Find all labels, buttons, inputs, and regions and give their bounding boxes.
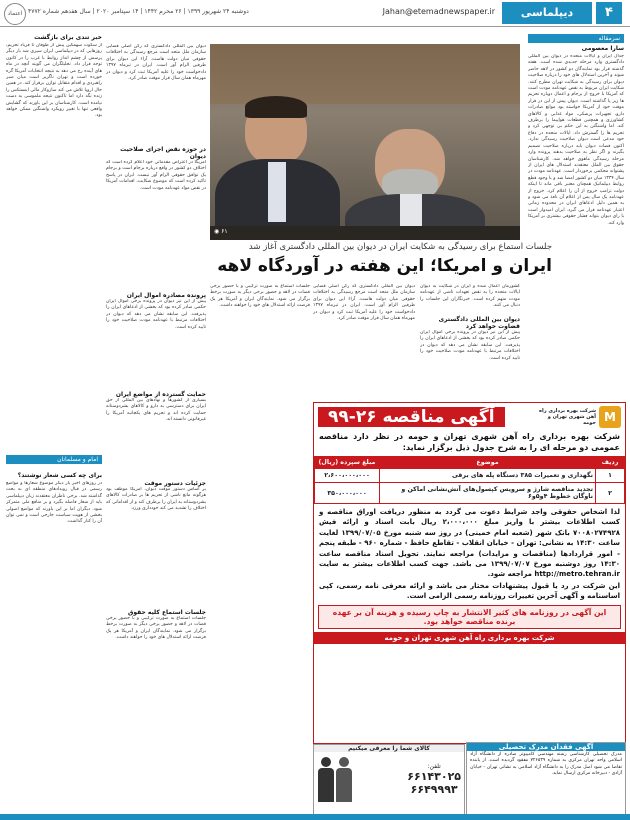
background-paneling [210,44,520,104]
table-row [315,469,625,483]
article-subhead-3: پرونده مصادره اموال ایران [126,292,206,299]
article-subhead-6: جلسات استماع کلیه حقوق [127,609,206,616]
table-row [315,483,625,504]
lost-document-notice [466,742,626,816]
article-subhead-5: جزئیات دستور موقت [144,480,206,487]
article-subhead-4: حمایت گسترده از مواضع ایران [115,391,206,398]
article-subhead-1: دیوان بین المللی دادگستری قضاوت خواهد کرد [438,316,520,330]
subheadline: جلسات استماع برای رسیدگی به شکایت ایران در دیوان بین المللی دادگستری آغاز شد [248,242,552,252]
metro-logo-icon: M [599,406,621,428]
article-column-a [420,284,520,408]
photo-marker: ◉ ۶۱ [214,228,228,235]
article-subhead-2: در حوزه نقض اجرای صلاحیت دیوان [120,146,206,160]
ad-intro: شرکت بهره برداری راه آهن شهری تهران و حومه در نظر دارد مناقصه عمومی دو مرحله ای را به شرح جدول ذیل برگزار نماید: [319,432,620,452]
ad-body: لذا اشخاص حقوقی واجد شرایط دعوت می گردد به منظور دریافت اوراق مناقصه و کسب اطلاعات بیشتر با واریز مبلغ ۲،۰۰۰،۰۰۰ ریال بابت اسناد و ارائه فیش ۷۰۰۸۰۲۷۴۹۲۸ بانک شهر (شعبه امام خمینی) در روز سه شنبه مورخ ۱۳۹۹/۰۷/۰۵ لغایت ساعت ۱۴:۳۰ به نشانی: تهران - خیابان انقلاب - تقاطع حافظ - شماره ۹۶۰ - طبقه پنجم - امور قراردادها (مناقصات و مزایدات) مراجعه نمایند. تحویل اسناد مناقصه ساعت ۱۴:۳۰ روز دوشنبه مورخ ۱۳۹۹/۰۷/۰۷ می باشد. جهت کسب اطلاعات بیشتر به سایت http://metro.tehran.ir مراجعه شود. [319,508,621,579]
advert-phone-label: تلفن: [427,762,441,770]
dateline: دوشنبه ۲۴ شهریور ۱۳۹۹ | ۲۶ محرم ۱۴۴۲ | ۱۴ سپتامبر ۲۰۲۰ | سال هفدهم شماره ۴۷۷۲ [28,8,249,15]
advertising-box [313,744,465,816]
article-body-3: پیش از این نیز دیوان در پرونده برخی اموال ایران حکمی صادر کرده بود که بخشی از ادعاهای ایران را پذیرفت. این سابقه نشان می دهد که دیوان در اختلافات مرتبط با عهدنامه مودت صلاحیت خود را تایید کرده است. [106,299,206,330]
article-body-col-a: پیش از این نیز دیوان در پرونده برخی اموال ایران حکمی صادر کرده بود که بخشی از ادعاهای ایران را پذیرفت. این سابقه نشان می دهد که دیوان در اختلافات مرتبط با عهدنامه مودت صلاحیت خود را تایید کرده است. [420,330,520,361]
article-lead: کشورمان اعمال شده و ایران در شکایت به دیوان ایالات متحده را به نقض تعهدات ناشی از عهدنامه مودت متهم کرده است. خبرنگاران این جلسات را دنبال می کنند. [420,284,520,309]
newspaper-logo: اعتماد [4,3,26,25]
editorial-label: سرمقاله [528,34,624,43]
tender-advertisement [313,402,626,744]
article-body-col-b: دیوان بین المللی دادگستری که رکن اصلی قضایی سازمان ملل متحد است مرجع رسیدگی به اختلافات حقوقی میان دولت هاست. آراء این دیوان برای طرفین الزام آور است. ایران در تیرماه ۱۳۹۷ دادخواست خود را علیه آمریکا ثبت کرد و دیوان در مهرماه همان سال قرار موقت صادر کرد. [313,284,415,322]
email-address[interactable]: Jahan@etemadnewspaper.ir [382,7,495,16]
top-bar [0,0,630,27]
row-num: ۱ [596,469,625,483]
ad-note: این شرکت در رد یا قبول پیشنهادات مختار می باشد و ارائه معرفی نامه رسمی، کپی اساسنامه و آگهی آخرین تغییرات روزنامه رسمی الزامی است. [319,581,620,601]
advert-phone-1[interactable]: ۶۶۱۴۳۰۲۵ [407,769,461,783]
middle-narrow-column [106,44,206,736]
row-subject: نگهداری و تعمیرات ۳۸۵ دستگاه پله های برقی [380,469,596,483]
person-left-shirt [268,162,286,222]
row-deposit: ۲،۶۰۰،۰۰۰،۰۰۰ [315,469,380,483]
row-subject: تجدید مناقصه شارژ و سرویس کپسول‌های آتش‌نشانی اماکن و ناوگان خطوط ۴و۵و۶ [380,483,596,504]
advert-label: کالای شما را معرفی میکنیم [314,745,464,752]
editorial-author: سارا معصومی [581,45,624,52]
desk [210,226,520,240]
advert-phone-2[interactable]: ۶۶۴۹۹۹۳ [410,782,458,796]
left-column-text-1: از سکوت سهمگین پیش از طوفان تا فریاد تحریم، روزهایی که در دیپلماسی ایران سپری شد بار دیگر پرسش از چشم انداز روابط با غرب را در کانون توجه قرار داد. تحلیلگران می گویند آنچه در ماه های آینده رخ می دهد به نتیجه انتخابات آمریکا گره خورده است و تهران ناگزیر است میان صبر راهبردی و اقدام متقابل توازن برقرار کند. در همین حال اروپا تلاش می کند سازوکار مالی اینستکس را زنده نگه دارد اما تاکنون نتیجه ملموسی به دست نیامده است. کارشناسان بر این باورند که گشایش واقعی تنها با تغییر رویکرد واشنگتن ممکن خواهد بود. [6,43,102,119]
page-number: ۴ [596,2,622,24]
row-num: ۲ [596,483,625,504]
bottom-rule [0,814,630,820]
left-column-title-2: برای چه کسی شعار نوشتند؟ [17,472,102,479]
left-column-text-2: در روزهای اخیر بار دیگر موضوع شعارها و مواضع رسمی در قبال رویدادهای منطقه ای به بحث گذاشته شد. برخی ناظران معتقدند زبان دیپلماسی باید از شعار فاصله بگیرد و بر منافع ملی متمرکز شود. دیگران اما بر این باورند که مواضع اصولی بخشی از هویت سیاست خارجی است و نمی توان آن را کنار گذاشت. [6,481,102,525]
article-body-4: بسیاری از کشورها و نهادهای بین المللی از حق ایران برای دسترسی به دارو و کالاهای بشردوستانه حمایت کرده اند و تحریم های یکجانبه آمریکا را غیرقانونی دانسته اند. [106,398,206,423]
ad-org: شرکت بهره برداری راه آهن شهری تهران و حومه [539,408,596,426]
ad-footer: شرکت بهره برداری راه آهن شهری تهران و حومه [314,632,625,644]
left-column-title-1: خبر تندی برای بازگشت [34,34,102,41]
row-deposit: ۳۵۰،۰۰۰،۰۰۰ [315,483,380,504]
article-column-b [313,284,415,394]
main-photo [210,44,520,240]
editorial-column [528,34,624,414]
ad-table-header-subject: موضوع [380,457,596,469]
headline: ایران و امریکا؛ این هفته در آوردگاه لاهه [217,256,552,276]
ad-table-header-deposit: مبلغ سپرده (ریال) [315,457,380,469]
lost-notice-text: مدرک تحصیلی کارشناسی رشته مهندسی کامپیوتر صادره از دانشگاه آزاد اسلامی واحد تهران مرکزی به شماره ۷۲۶۵۳۹ مفقود گردیده است. از یابنده تقاضا می شود اصل مدرک را به دانشگاه آزاد اسلامی به نشانی تهران - خیابان آزادی - دبیرخانه مرکزی ارسال نماید. [470,752,622,776]
ad-table [314,456,625,504]
ad-table-header-num: ردیف [596,457,625,469]
ad-highlight-box: این آگهی در روزنامه های کثیر الانتشار به چاپ رسیده و هزینه آن بر عهده برنده مناقصه خواهد بود. [318,605,621,629]
section-label: دیپلماسی [502,2,592,24]
article-body-2: آمریکا در اعتراض مقدماتی خود اعلام کرده است که اختلاف دو کشور در واقع درباره برجام است و برجام یک توافق حقوقی الزام آور نیست. ایران در پاسخ تاکید کرده است که موضوع شکایت، اقدامات آمریکا در نقض مواد عهدنامه مودت است. [106,160,206,191]
ad-title: آگهی مناقصه ۲۶-۹۹ [318,407,505,427]
left-column [6,34,102,721]
lost-notice-title: آگهی فقدان مدرک تحصیلی [467,743,625,751]
person-left-hair [245,96,307,118]
article-body-1: دیوان بین المللی دادگستری که رکن اصلی قضایی سازمان ملل متحد است مرجع رسیدگی به اختلافات حقوقی میان دولت هاست. آراء این دیوان برای طرفین الزام آور است. ایران در تیرماه ۱۳۹۷ دادخواست خود را علیه آمریکا ثبت کرد و دیوان در مهرماه همان سال قرار موقت صادر کرد. [106,44,206,82]
article-body-5: بر اساس دستور موقت دیوان، آمریکا موظف بود هرگونه مانع ناشی از تحریم ها بر صادرات کالاهای بشردوستانه به ایران را برطرف کند و از اقداماتی که اختلاف را تشدید می کند خودداری ورزد. [106,487,206,512]
article-column-c [210,284,310,804]
article-body-6: جلسات استماع به صورت ترکیبی و با حضور برخی قضات در لاهه و حضور برخی دیگر به صورت برخط برگزار می شود. نمایندگان ایران و آمریکا هر یک فرصت ارائه استدلال های خود را خواهند داشت. [106,616,206,641]
article-body-col-c: جلسات استماع به صورت ترکیبی و با حضور برخی قضات در لاهه و حضور برخی دیگر به صورت برخط برگزار می شود. نمایندگان ایران و آمریکا هر یک فرصت ارائه استدلال های خود را خواهند داشت. [210,284,310,309]
left-column-label: امام و مسلمانان [6,455,102,464]
people-silhouette-icon [317,755,357,803]
editorial-text: جدال ایران و ایالات متحده در دیوان بین المللی دادگستری وارد مرحله جدیدی شده است. هفته گذشته قرار بود نمایندگان دو کشور در لاهه حاضر شوند و آخرین استدلال های خود را درباره صلاحیت دیوان برای رسیدگی به شکایت تهران مطرح کنند. شکایت ایران مربوط به نقض عهدنامه مودت است که آمریکا با خروج از برجام و اعمال دوباره تحریم ها زیر پا گذاشته است. دیوان پیش از این در قرار موقت خود از آمریکا خواسته بود موانع صادرات دارو، تجهیزات پزشکی، مواد غذایی و کالاهای کشاورزی و همچنین قطعات هواپیما را برطرف کند. اما واشنگتن به این حکم بی توجهی کرد و تحریم ها را گسترش داد. ایالات متحده در دفاع خود مدعی است دیوان صلاحیت رسیدگی ندارد. اکنون قضات دیوان باید درباره صلاحیت تصمیم بگیرند و اگر نظر به صلاحیت بدهند پرونده وارد مرحله رسیدگی ماهوی خواهد شد. کارشناسان حقوق بین الملل معتقدند استدلال های ایران از پشتوانه محکمی برخوردار است. عهدنامه مودت در سال ۱۳۳۴ میان دو کشور امضا شد و با وجود قطع روابط دیپلماتیک همچنان معتبر باقی ماند تا اینکه دولت ترامپ خروج از آن را اعلام کرد. خروج از عهدنامه یک سال پس از اعلام آن نافذ می شود و به همین دلیل ادعاهای ایران در محدوده زمانی اعتبار عهدنامه قرار می گیرد. ایران امیدوار است با رای دیوان بتواند فشار حقوقی بیشتری بر آمریکا وارد کند. [528,54,624,226]
